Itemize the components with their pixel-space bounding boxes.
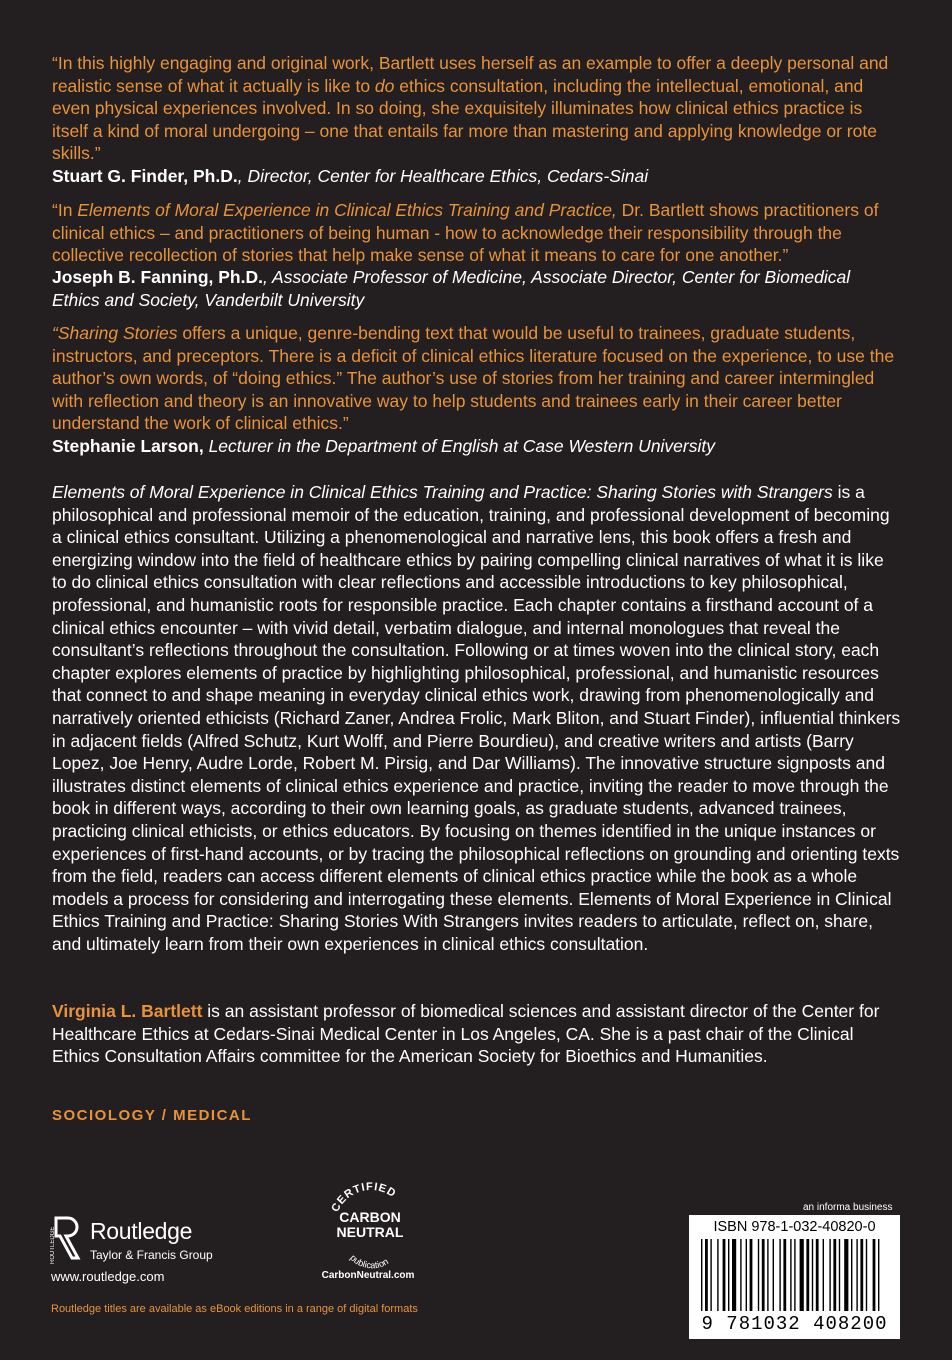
review-attribution-2: Joseph B. Fanning, Ph.D., Associate Professor of Medicine, Associate Director, Center for Biomedical Ethics and Society, Vanderbilt University [52,267,851,310]
carbon-line2: NEUTRAL [336,1224,404,1240]
informa-business: an informa business [803,1202,893,1213]
author-bio: Virginia L. Bartlett is an assistant professor of biomedical sciences and assistant director of the Center for Healthcare Ethics at Cedars-Sinai Medical Center in Los Angeles, CA. She is a past chair of the Clinical Ethics Consultation Affairs committee for the American Society for Bioethics and Humanities. [52,1001,880,1066]
review-attribution-1: Stuart G. Finder, Ph.D., Director, Center for Healthcare Ethics, Cedars-Sinai [52,166,649,186]
review-quote-2: “In Elements of Moral Experience in Clinical Ethics Training and Practice, Dr. Bartlett shows practitioners of clinical ethics – and practitioners of being human - how to acknowledge their responsibility through the collective recollection of stories that help make sense of what it means to care for one another.” [52,200,879,265]
review-quote-3: “Sharing Stories offers a unique, genre-bending text that would be useful to trainees, graduate students, instructors, and preceptors. There is a deficit of clinical ethics literature focused on the experience, to use the author’s own words, of “doing ethics.” The author’s use of stories from her training and career intermingled with reflection and theory is an innovative way to help students and trainees early in their career better understand the work of clinical ethics.” [52,323,895,433]
isbn-number: ISBN 978-1-032-40820-0 [713,1219,876,1235]
routledge-r-icon [50,1216,86,1268]
review-quote-1: “In this highly engaging and original work, Bartlett uses herself as an example to offer a deeply personal and realistic sense of what it actually is like to do ethics consultation, including the intellectual, emotional, and even physical experiences involved. In so doing, she exquisitely illuminates how clinical ethics practice is itself a kind of moral undergoing – one that entails far more than mastering and applying knowledge or rote skills.” [52,53,889,163]
svg-text:publication [348,1253,390,1271]
book-description: Elements of Moral Experience in Clinical Ethics Training and Practice: Sharing Stories with Strangers is a philosophical and professional memoir of the education, training, and professional development of becoming a clinical ethics consultant. Utilizing a phenomenological and narrative lens, this book offers a fresh and energizing window into the field of healthcare ethics by pairing compelling clinical narratives of what it is like to do clinical ethics consultation with clear reflections and accessible introductions to key philosophical, professional, and humanistic roots for responsible practice. Each chapter contains a firsthand account of a clinical ethics encounter – with vivid detail, verbatim dialogue, and internal monologues that reveal the consultant’s reflections throughout the consultation. Following or at times woven into the clinical story, each chapter explores elements of practice by highlighting philosophical, professional, and humanistic resources that connect to and shape meaning in everyday clinical ethics work, drawing from phenomenologically and narratively oriented ethicists (Richard Zaner, Andrea Frolic, Mark Bliton, and Stuart Finder), influential thinkers in adjacent fields (Alfred Schutz, Kurt Wolff, and Pierre Bourdieu), and creative writers and artists (Barry Lopez, Joe Henry, Audre Lorde, Robert M. Pirsig, and Dar Williams). The innovative structure signposts and illustrates distinct elements of clinical ethics experience and practice, inviting the reader to move through the book in different ways, according to their own learning goals, as graduate students, advanced trainees, practicing clinical ethicists, or ethics educators. By focusing on themes identified in the unique instances or experiences of first-hand accounts, or by tracing the philosophical reflections on grounding and orienting texts from the field, readers can access different elements of clinical ethics practice while the book as a whole models a process for considering and interrogating these elements. Elements of Moral Experience in Clinical Ethics Training and Practice: Sharing Stories With Strangers invites readers to articulate, reflect on, share, and ultimately learn from their own experiences in clinical ethics consultation. [52,482,901,954]
review-attribution-3: Stephanie Larson, Lecturer in the Department of English at Case Western University [52,436,715,456]
publisher-group: Taylor & Francis Group [90,1248,213,1262]
routledge-logo [50,1214,250,1274]
routledge-vertical-text: ROUTLEDGE [50,1226,56,1264]
subject-category: SOCIOLOGY / MEDICAL [52,1107,252,1124]
barcode-bars [701,1239,888,1313]
carbon-certified-text: CERTIFIED [329,1180,399,1215]
ebook-note: Routledge titles are available as eBook editions in a range of digital formats [51,1303,418,1315]
publisher-website[interactable]: www.routledge.com [51,1269,165,1284]
carbon-publication-text: publication [348,1252,391,1271]
author-name: Virginia L. Bartlett [52,1001,203,1021]
carbon-neutral-url: CarbonNeutral.com [321,1270,415,1281]
carbon-line1: CARBON [339,1209,401,1225]
barcode-digits: 9 781032 408200 [701,1313,888,1335]
publisher-name: Routledge [90,1218,193,1244]
isbn-barcode [689,1215,900,1339]
